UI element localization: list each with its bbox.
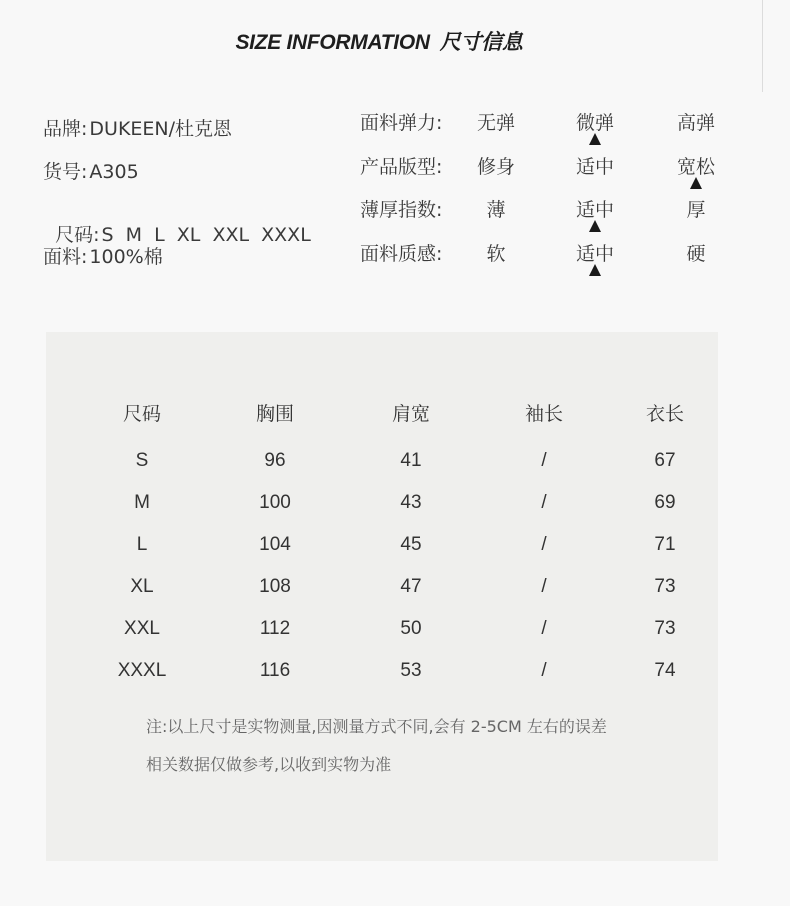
size-range-label: 尺码: xyxy=(55,224,100,246)
table-cell-chest: 96 xyxy=(264,450,286,471)
table-cell-chest: 116 xyxy=(259,660,291,681)
attr-thickness-option: 适中 xyxy=(575,199,614,221)
table-cell-size: M xyxy=(134,492,150,513)
brand-label: 品牌: xyxy=(43,118,88,140)
brand-info xyxy=(43,114,232,141)
attr-elasticity-option: 无弹 xyxy=(476,112,515,134)
brand-value: DUKEEN/杜克恩 xyxy=(89,118,233,140)
fabric-info xyxy=(43,242,163,269)
attr-fit-option: 宽松 xyxy=(676,156,715,178)
item-number-label: 货号: xyxy=(43,161,88,183)
selected-marker-icon xyxy=(589,220,601,232)
attr-thickness-label: 薄厚指数: xyxy=(360,199,443,221)
table-cell-shoulder: 53 xyxy=(400,660,422,681)
table-cell-shoulder: 45 xyxy=(400,534,422,555)
attr-thickness-option: 厚 xyxy=(686,199,706,221)
attr-fit-option: 修身 xyxy=(476,156,515,178)
size-range-info xyxy=(43,198,311,247)
table-cell-chest: 108 xyxy=(259,576,291,597)
attr-fit-option: 适中 xyxy=(575,156,614,178)
table-cell-sleeve: / xyxy=(541,534,547,555)
table-cell-sleeve: / xyxy=(541,576,547,597)
table-header-length: 衣长 xyxy=(645,403,684,425)
table-cell-chest: 100 xyxy=(259,492,291,513)
table-cell-shoulder: 43 xyxy=(400,492,422,513)
table-cell-length: 73 xyxy=(654,576,676,597)
table-cell-size: XXL xyxy=(124,618,160,639)
attr-thickness-option: 薄 xyxy=(486,199,506,221)
table-header-sleeve: 袖长 xyxy=(524,403,563,425)
table-cell-size: L xyxy=(136,534,148,555)
fabric-label: 面料: xyxy=(43,246,88,268)
attr-elasticity-option: 高弹 xyxy=(676,112,715,134)
page-title-zh: 尺寸信息 xyxy=(439,31,523,54)
table-cell-shoulder: 47 xyxy=(400,576,422,597)
size-table-panel xyxy=(46,332,718,861)
table-header-shoulder: 肩宽 xyxy=(391,403,430,425)
selected-marker-icon xyxy=(589,133,601,145)
attr-texture-option: 软 xyxy=(486,243,506,265)
selected-marker-icon xyxy=(589,264,601,276)
table-cell-size: XL xyxy=(130,576,154,597)
attr-fit-label: 产品版型: xyxy=(360,156,443,178)
table-cell-chest: 112 xyxy=(259,618,291,639)
fabric-value: 100%棉 xyxy=(89,246,163,268)
selected-marker-icon xyxy=(690,177,702,189)
table-header-size: 尺码 xyxy=(122,403,161,425)
item-number-info xyxy=(43,157,139,184)
table-cell-sleeve: / xyxy=(541,492,547,513)
table-header-chest: 胸围 xyxy=(255,403,294,425)
page-title-en: SIZE INFORMATION xyxy=(235,31,430,54)
attr-texture-option: 适中 xyxy=(575,243,614,265)
edge-divider xyxy=(762,0,763,92)
table-cell-length: 73 xyxy=(654,618,676,639)
table-cell-shoulder: 50 xyxy=(400,618,422,639)
table-cell-length: 71 xyxy=(654,534,676,555)
table-cell-sleeve: / xyxy=(541,618,547,639)
table-cell-shoulder: 41 xyxy=(400,450,422,471)
attr-texture-label: 面料质感: xyxy=(360,243,443,265)
size-range-value: S M L XL XXL XXXL xyxy=(101,224,311,246)
attr-elasticity-label: 面料弹力: xyxy=(360,112,443,134)
page-title xyxy=(0,26,758,56)
measurement-note: 注:以上尺寸是实物测量,因测量方式不同,会有 2-5CM 左右的误差 xyxy=(146,717,607,736)
attr-elasticity-option: 微弹 xyxy=(575,112,614,134)
table-cell-sleeve: / xyxy=(541,660,547,681)
table-cell-length: 74 xyxy=(654,660,676,681)
item-number-value: A305 xyxy=(89,161,139,183)
table-cell-chest: 104 xyxy=(259,534,291,555)
table-cell-length: 69 xyxy=(654,492,676,513)
measurement-note-secondary: 相关数据仅做参考,以收到实物为准 xyxy=(146,755,392,774)
table-cell-size: S xyxy=(135,450,149,471)
table-cell-sleeve: / xyxy=(541,450,547,471)
table-cell-size: XXXL xyxy=(117,660,167,681)
attr-texture-option: 硬 xyxy=(686,243,706,265)
table-cell-length: 67 xyxy=(654,450,676,471)
